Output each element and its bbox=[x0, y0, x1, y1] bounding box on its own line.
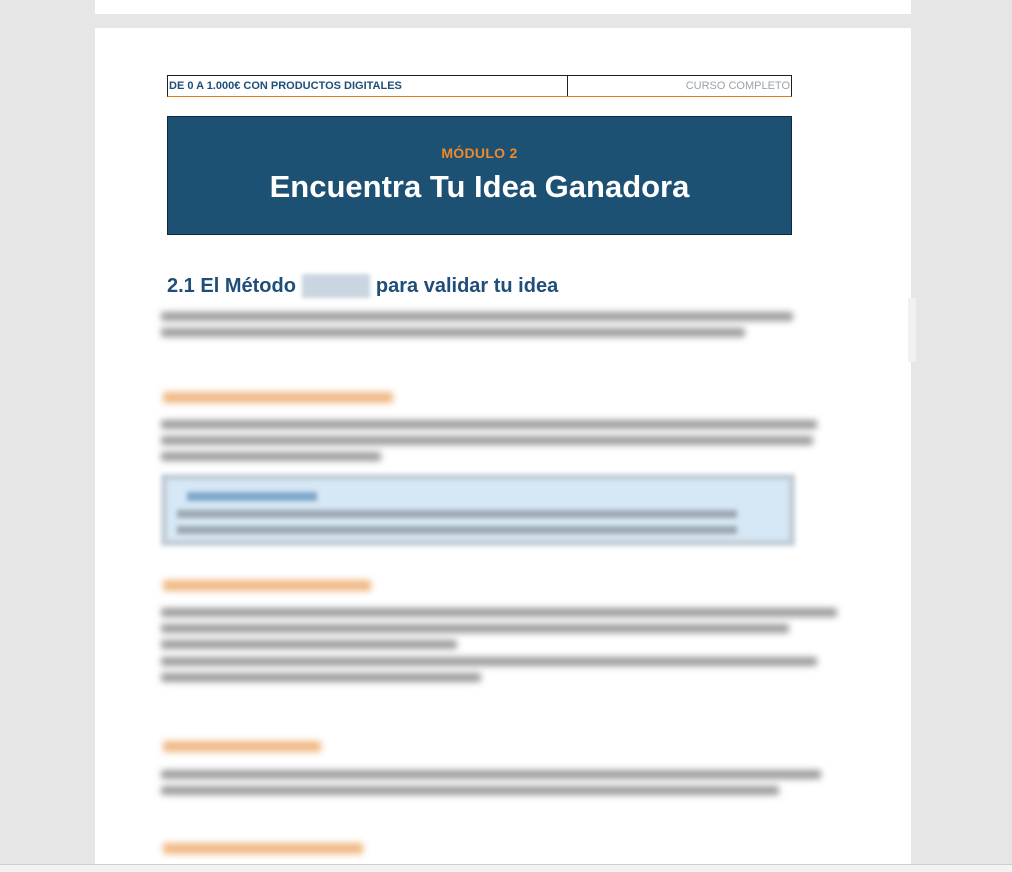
blurred-paragraph-1 bbox=[161, 420, 821, 461]
module-label: MÓDULO 2 bbox=[441, 145, 518, 161]
module-title: Encuentra Tu Idea Ganadora bbox=[269, 169, 690, 204]
blurred-paragraph-3 bbox=[161, 770, 841, 795]
blurred-paragraph-2 bbox=[161, 608, 841, 682]
section-heading-start: 2.1 El Método bbox=[167, 274, 296, 297]
course-header-table bbox=[167, 75, 792, 97]
module-banner bbox=[167, 116, 792, 235]
previous-page-bottom bbox=[95, 0, 911, 14]
blurred-subheading-4 bbox=[163, 843, 363, 854]
course-type: CURSO COMPLETO bbox=[685, 80, 790, 92]
redacted-word bbox=[302, 274, 370, 298]
blurred-subheading-2 bbox=[163, 580, 371, 591]
section-heading-end: para validar tu idea bbox=[375, 274, 559, 297]
document-page bbox=[95, 28, 911, 864]
page-edge-tab bbox=[908, 298, 916, 362]
blurred-subheading-1 bbox=[163, 392, 393, 403]
blurred-subheading-3 bbox=[163, 741, 321, 752]
section-heading bbox=[167, 274, 558, 298]
course-title: DE 0 A 1.000€ CON PRODUCTOS DIGITALES bbox=[168, 76, 568, 96]
blurred-paragraph-intro bbox=[161, 312, 801, 337]
blurred-callout-box bbox=[161, 474, 795, 546]
